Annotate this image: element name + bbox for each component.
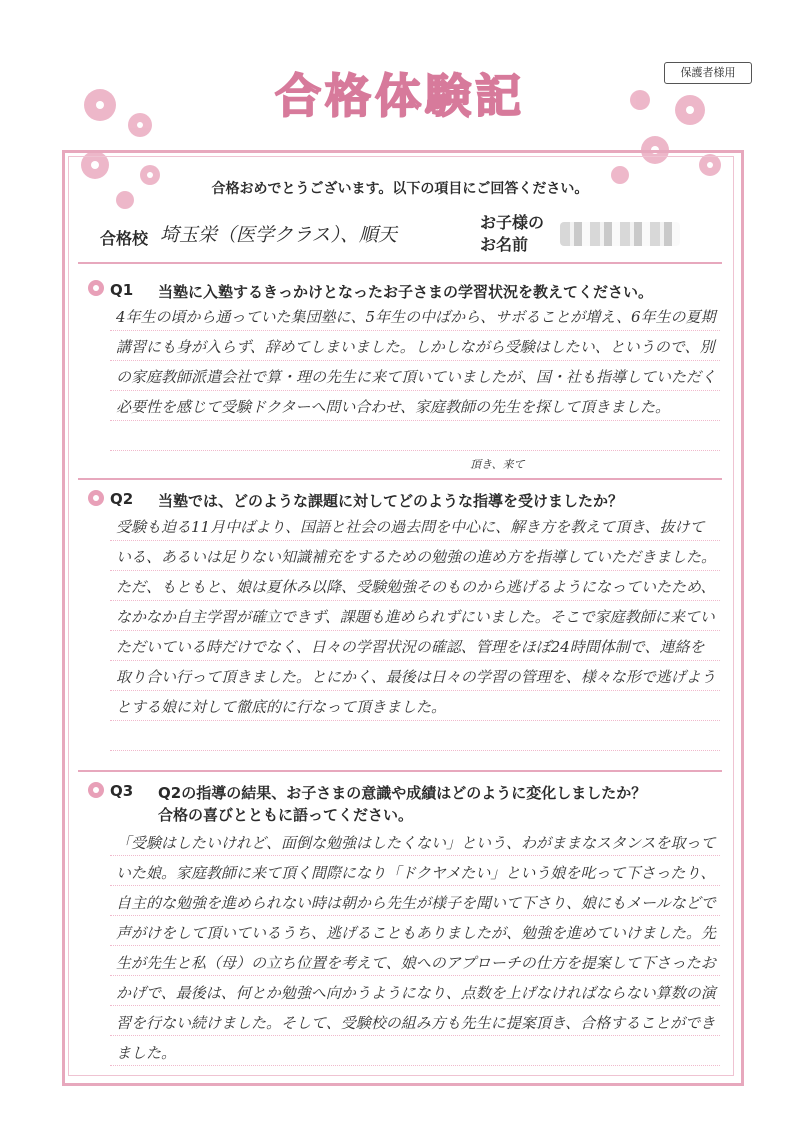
q3-question-line2: 合格の喜びとともに語ってください。 xyxy=(158,806,414,824)
q3-question: Q2の指導の結果、お子さまの意識や成績はどのように変化しましたか？ xyxy=(158,784,647,802)
parent-badge: 保護者様用 xyxy=(664,62,752,84)
q2-question: 当塾では、どのような課題に対してどのような指導を受けましたか？ xyxy=(158,492,624,510)
q1-label: Q1 xyxy=(110,281,134,299)
q3-label: Q3 xyxy=(110,782,134,800)
child-name-label: お子様の お名前 xyxy=(480,213,545,254)
flower-bullet-icon xyxy=(86,780,106,800)
subtitle: 合格おめでとうございます。以下の項目にご回答ください。 xyxy=(211,181,589,197)
q3-answer: 「受験はしたいけれど、面倒な勉強はしたくない」という、わがままなスタンスを取っていた娘。家庭教師に来て頂く間際になり「ドクヤメたい」という娘を叱って下さったり、自主的な勉強を進められない時は朝から先生が様子を聞いて下さり、娘にもメールなどで声がけをして頂いているうち、逃げることもありましたが、勉強を進めていけました。先生が先生と私（母）の立ち位置を考えて、娘へのアプローチの仕方を提案して下さったおかげで、最後は、何とか勉強へ向かうようになり、点数を上げなければならない算数の演習を行ない続けました。そして、受験校の組み方も先生に提案頂き、合格することができました。 xyxy=(116,834,717,1062)
flower-bullet-icon xyxy=(86,488,106,508)
child-name-redacted xyxy=(560,222,680,246)
q1-correction-note: 頂き、来て xyxy=(470,458,525,471)
q1-question: 当塾に入塾するきっかけとなったお子さまの学習状況を教えてください。 xyxy=(158,283,654,301)
flower-bullet-icon xyxy=(86,278,106,298)
school-label: 合格校 xyxy=(100,229,149,248)
q2-label: Q2 xyxy=(110,490,134,508)
school-value: 埼玉栄（医学クラス）、順天 xyxy=(160,224,397,246)
page-title: 合格体験記 xyxy=(275,69,525,123)
q2-answer: 受験も迫る11月中ばより、国語と社会の過去問を中心に、解き方を教えて頂き、抜けている、あるいは足りない知識補充をするための勉強の進め方を指導していただきました。ただ、もともと、娘は夏休み以降、受験勉強そのものから逃げるようになっていたため、なかなか自主学習が確立できず、課題も進められずにいました。そこで家庭教師に来ていただいている時だけでなく、日々の学習状況の確認、管理をほぼ24時間体制で、連絡を取り合い行って頂きました。とにかく、最後は日々の学習の管理を、様々な形で逃げようとする娘に対して徹底的に行なって頂きました。 xyxy=(116,518,717,716)
q1-answer: 4年生の頃から通っていた集団塾に、5年生の中ばから、サボることが増え、6年生の夏期講習にも身が入らず、辞めてしまいました。しかしながら受験はしたい、というので、別の家庭教師派遣会社で算・理の先生に来て頂いていましたが、国・社も指導していただく必要性を感じて受験ドクターへ問い合わせ、家庭教師の先生を探して頂きました。 xyxy=(116,308,717,416)
